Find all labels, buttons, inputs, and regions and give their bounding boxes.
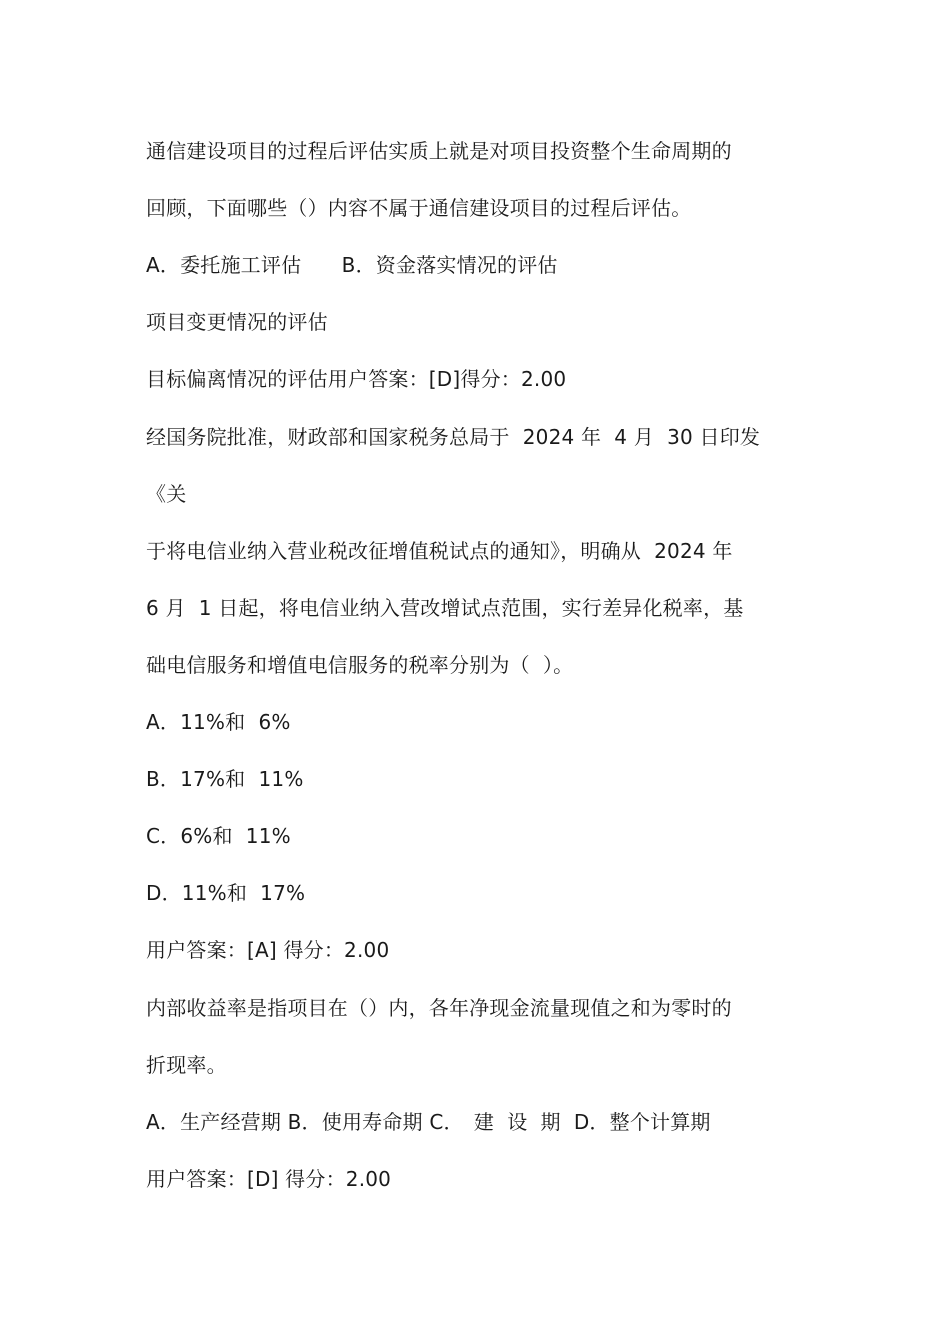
question-2-text-line-3: 于将电信业纳入营业税改征增值税试点的通知》，明确从 2024 年: [146, 539, 733, 563]
question-2-option-a: A．11%和 6%: [146, 710, 291, 734]
question-2-option-d: D．11%和 17%: [146, 881, 306, 905]
question-2-answer: 用户答案：[A] 得分：2.00: [146, 938, 390, 962]
question-2-text-line-4: 6 月 1 日起，将电信业纳入营改增试点范围，实行差异化税率，基: [146, 596, 744, 620]
question-2-text-line-2: 《关: [146, 482, 187, 506]
question-1-option-d-and-answer: 目标偏离情况的评估用户答案：[D]得分：2.00: [146, 367, 567, 391]
question-1-text-line-1: 通信建设项目的过程后评估实质上就是对项目投资整个生命周期的: [146, 139, 732, 163]
question-1-option-c: 项目变更情况的评估: [146, 310, 328, 334]
question-1-text-line-2: 回顾，下面哪些（）内容不属于通信建设项目的过程后评估。: [146, 196, 692, 220]
question-1-options-a-b: A．委托施工评估 B．资金落实情况的评估: [146, 253, 558, 277]
question-3-text-line-1: 内部收益率是指项目在（）内，各年净现金流量现值之和为零时的: [146, 996, 732, 1020]
question-2-text-line-5: 础电信服务和增值电信服务的税率分别为（ ）。: [146, 653, 574, 677]
question-3-options: A．生产经营期 B．使用寿命期 C． 建 设 期 D．整个计算期: [146, 1110, 711, 1134]
question-2-text-line-1: 经国务院批准，财政部和国家税务总局于 2024 年 4 月 30 日印发: [146, 425, 761, 449]
question-3-text-line-2: 折现率。: [146, 1053, 227, 1077]
question-3-answer: 用户答案：[D] 得分：2.00: [146, 1167, 392, 1191]
question-2-option-b: B．17%和 11%: [146, 767, 304, 791]
question-2-option-c: C．6%和 11%: [146, 824, 291, 848]
